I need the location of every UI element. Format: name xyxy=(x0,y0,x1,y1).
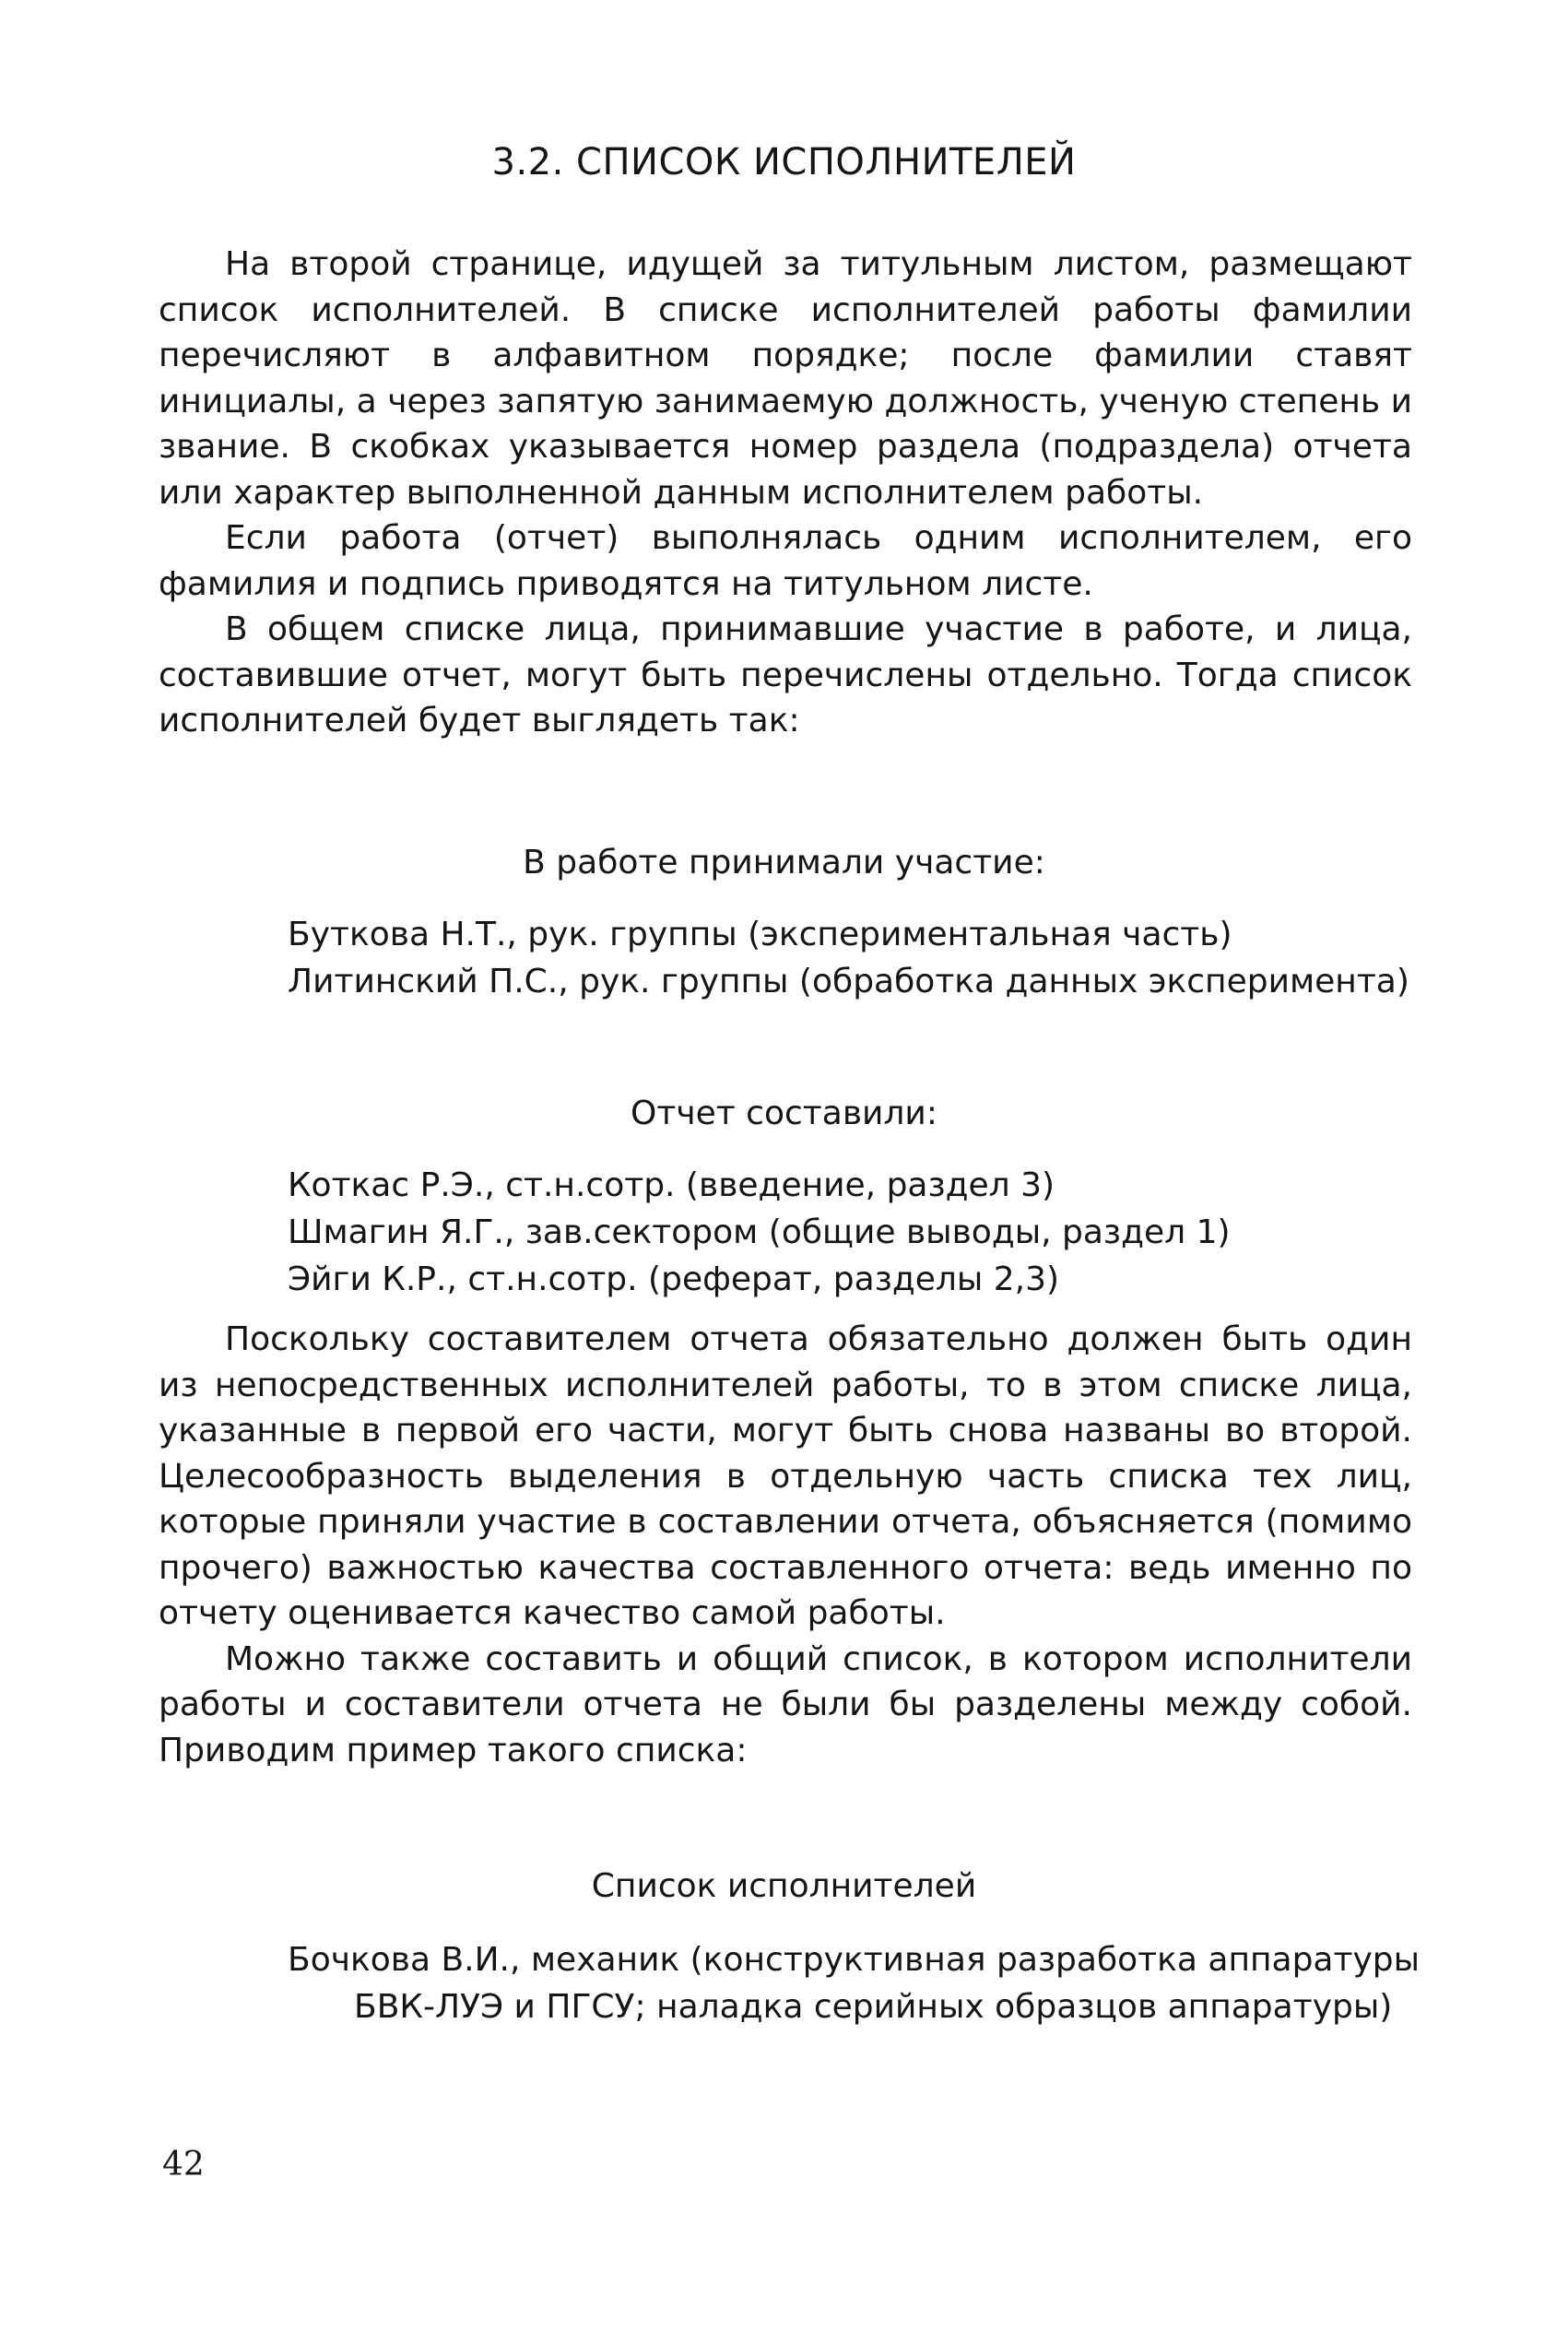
list-item: Буткова Н.Т., рук. группы (экспериментальная часть) xyxy=(288,916,1232,953)
page-number: 42 xyxy=(162,2146,205,2183)
list-item: Коткас Р.Э., ст.н.сотр. (введение, раздел 3) xyxy=(288,1166,1055,1204)
section-heading: 3.2. СПИСОК ИСПОЛНИТЕЛЕЙ xyxy=(491,141,1077,183)
list-item: Литинский П.С., рук. группы (обработка данных эксперимента) xyxy=(288,963,1409,1000)
participants-heading: В работе принимали участие: xyxy=(523,844,1045,882)
participants-list xyxy=(288,911,1421,1005)
authors-heading: Отчет составили: xyxy=(631,1095,937,1132)
list-item: Шмагин Я.Г., зав.сектором (общие выводы, раздел 1) xyxy=(288,1213,1231,1251)
intro-text xyxy=(159,242,1412,744)
paragraph: В общем списке лица, принимавшие участие в работе, и лица, составившие отчет, могут быть перечислены отдельно. Тогда список исполнителей будет выглядеть так: xyxy=(159,610,1412,740)
list-item: Бочкова В.И., механик (конструктивная разработка аппаратуры БВК-ЛУЭ и ПГСУ; наладка серийных образцов аппаратуры) xyxy=(288,1941,1421,2026)
middle-text xyxy=(159,1317,1412,1773)
paragraph: Если работа (отчет) выполнялась одним исполнителем, его фамилия и подпись приводятся на титульном листе. xyxy=(159,519,1412,603)
combined-list xyxy=(288,1936,1421,2030)
paragraph: Поскольку составителем отчета обязательно должен быть один из непосредственных исполнителей работы, то в этом списке лица, указанные в первой его части, могут быть снова названы во второй. Целесообразность выделения в отдельную часть списка тех лиц, которые приняли участие в составлении отчета, объясняется (помимо прочего) важностью качества составленного отчета: ведь именно по отчету оценивается качество самой работы. xyxy=(159,1320,1412,1632)
authors-list xyxy=(288,1162,1421,1303)
list-item: Эйги К.Р., ст.н.сотр. (реферат, разделы 2,3) xyxy=(288,1260,1060,1298)
paragraph: На второй странице, идущей за титульным листом, размещают список исполнителей. В списке исполнителей работы фамилии перечисляют в алфавитном порядке; после фамилии ставят инициалы, а через запятую занимаемую должность, ученую степень и звание. В скобках указывается номер раздела (подраздела) отчета или характер выполненной данным исполнителем работы. xyxy=(159,245,1412,512)
paragraph: Можно также составить и общий список, в котором исполнители работы и составители отчета не были бы разделены между собой. Приводим пример такого списка: xyxy=(159,1639,1412,1769)
combined-list-heading: Список исполнителей xyxy=(591,1867,977,1905)
